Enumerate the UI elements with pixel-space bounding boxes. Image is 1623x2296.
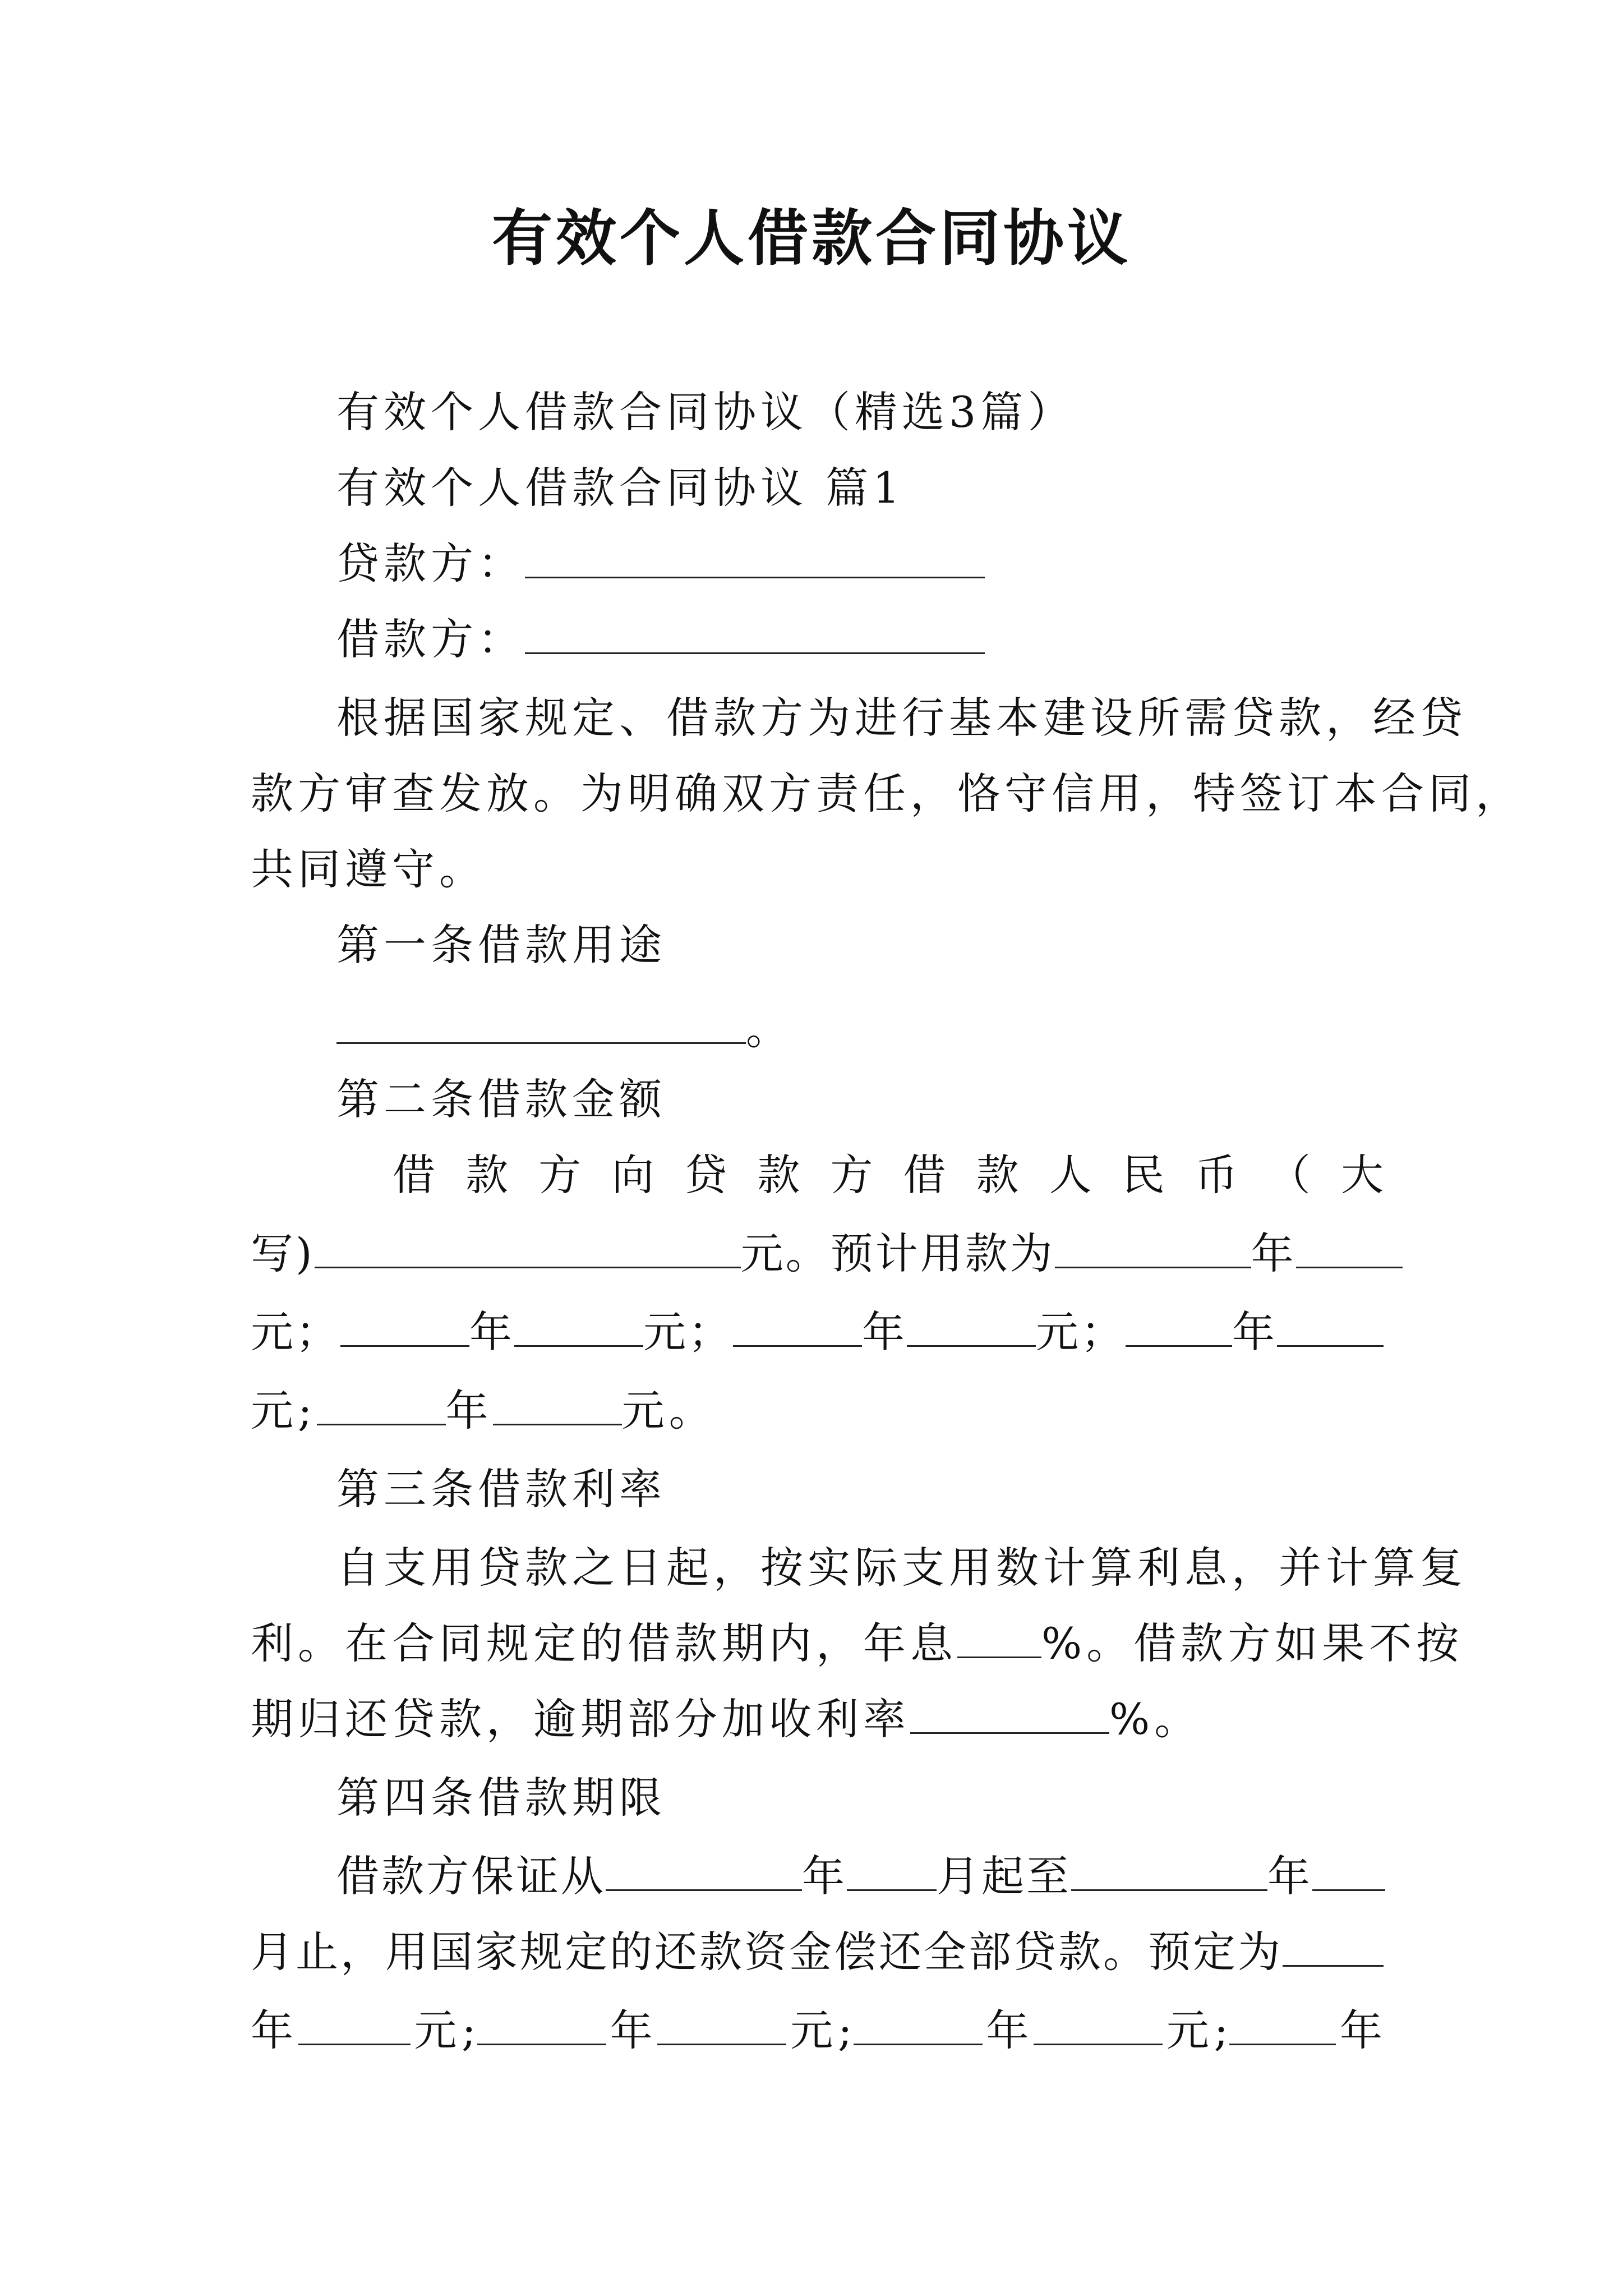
article4-line-2	[251, 1921, 1384, 1983]
year-blank	[854, 2009, 983, 2045]
document-title: 有效个人借款合同协议	[491, 203, 1131, 274]
borrower-line	[336, 609, 1384, 670]
text-segment: 元；	[251, 1307, 340, 1357]
intro-line-3: 共同遵守。	[251, 844, 486, 894]
article1-heading: 第一条借款用途	[336, 920, 666, 970]
text-segment: 年	[1232, 1307, 1277, 1357]
text-segment: 年	[1336, 2005, 1384, 2055]
text-segment: 年	[862, 1307, 907, 1357]
text-segment: 元;	[410, 2005, 477, 2055]
part-heading: 有效个人借款合同协议 篇1	[336, 463, 905, 513]
text-segment: 利。在合同规定的借款期内，年息	[251, 1618, 957, 1668]
text-segment: 元;	[786, 2005, 854, 2055]
purpose-blank	[336, 1007, 746, 1044]
amount-blank	[493, 1389, 622, 1425]
amount-blank	[1034, 2009, 1163, 2045]
article3-line-2	[251, 1613, 1464, 1674]
text-segment: 期归还贷款，逾期部分加收利率	[251, 1694, 910, 1744]
article1-purpose-line	[336, 999, 1384, 1060]
text-segment: 年	[1267, 1851, 1312, 1901]
article3-line-3	[251, 1688, 1384, 1750]
amount-blank	[315, 1232, 741, 1268]
text-segment: 元。	[621, 1386, 716, 1435]
text-segment: 元;	[1163, 2005, 1230, 2055]
lender-line	[336, 533, 1384, 595]
year-blank	[477, 2009, 606, 2045]
lender-blank	[525, 542, 985, 578]
text-segment: 年	[469, 1307, 514, 1357]
article2-line-2	[251, 1223, 1384, 1285]
article2-line-1: 借款方向贷款方借款人民币（大	[393, 1150, 1384, 1200]
text-segment: %。借款方如果不按	[1041, 1618, 1464, 1668]
subtitle: 有效个人借款合同协议（精选3篇）	[336, 387, 1075, 437]
text-segment: %。	[1109, 1694, 1202, 1744]
text-segment: 元;	[251, 1386, 317, 1435]
text-segment: 借款方保证从	[336, 1851, 606, 1901]
overdue-rate-blank	[910, 1697, 1109, 1734]
text-segment: 元；	[643, 1307, 733, 1357]
text-segment: 年	[982, 2005, 1034, 2055]
year-blank	[1126, 1310, 1232, 1347]
year-blank	[1229, 2009, 1336, 2045]
interest-rate-blank	[957, 1622, 1041, 1658]
year-blank	[733, 1310, 862, 1347]
year-blank	[1071, 1855, 1267, 1891]
article2-line-3	[251, 1301, 1384, 1363]
text-segment: 月止，用国家规定的还款资金偿还全部贷款。预定为	[251, 1927, 1283, 1977]
amount-blank	[1296, 1232, 1403, 1268]
text-segment: 写)	[251, 1228, 315, 1278]
text-segment: 年	[445, 1386, 493, 1435]
article4-line-3	[251, 2000, 1384, 2062]
article2-line-4	[251, 1380, 1384, 1442]
article4-heading: 第四条借款期限	[336, 1773, 666, 1823]
text-segment: 元。预计用款为	[740, 1228, 1055, 1278]
month-blank	[1312, 1855, 1385, 1891]
borrower-label: 借款方：	[336, 614, 525, 664]
article4-line-1	[336, 1846, 1384, 1907]
text-segment: 年	[802, 1851, 847, 1901]
amount-blank	[1277, 1310, 1384, 1347]
year-blank	[1055, 1232, 1251, 1268]
text-segment: 元；	[1036, 1307, 1126, 1357]
text-segment: 年	[1251, 1228, 1296, 1278]
lender-label: 贷款方：	[336, 539, 525, 588]
intro-line-2: 款方审查发放。为明确双方责任，恪守信用，特签订本合同，	[251, 769, 1523, 818]
month-blank	[847, 1855, 937, 1891]
article3-line-1: 自支用贷款之日起，按实际支用数计算利息，并计算复	[336, 1543, 1467, 1593]
intro-line-1: 根据国家规定、借款方为进行基本建设所需贷款，经贷	[336, 693, 1467, 743]
article2-heading: 第二条借款金额	[336, 1074, 666, 1124]
amount-blank	[298, 2009, 411, 2045]
year-blank	[317, 1389, 446, 1425]
text-segment: 月起至	[937, 1851, 1071, 1901]
text-segment: 年	[251, 2005, 298, 2055]
amount-blank	[907, 1310, 1036, 1347]
year-blank	[1283, 1930, 1384, 1967]
year-blank	[606, 1855, 802, 1891]
article3-heading: 第三条借款利率	[336, 1464, 666, 1514]
amount-blank	[657, 2009, 786, 2045]
amount-blank	[514, 1310, 643, 1347]
year-blank	[340, 1310, 469, 1347]
text-segment: 年	[606, 2005, 658, 2055]
borrower-blank	[525, 618, 985, 654]
purpose-end: 。	[746, 1004, 793, 1054]
